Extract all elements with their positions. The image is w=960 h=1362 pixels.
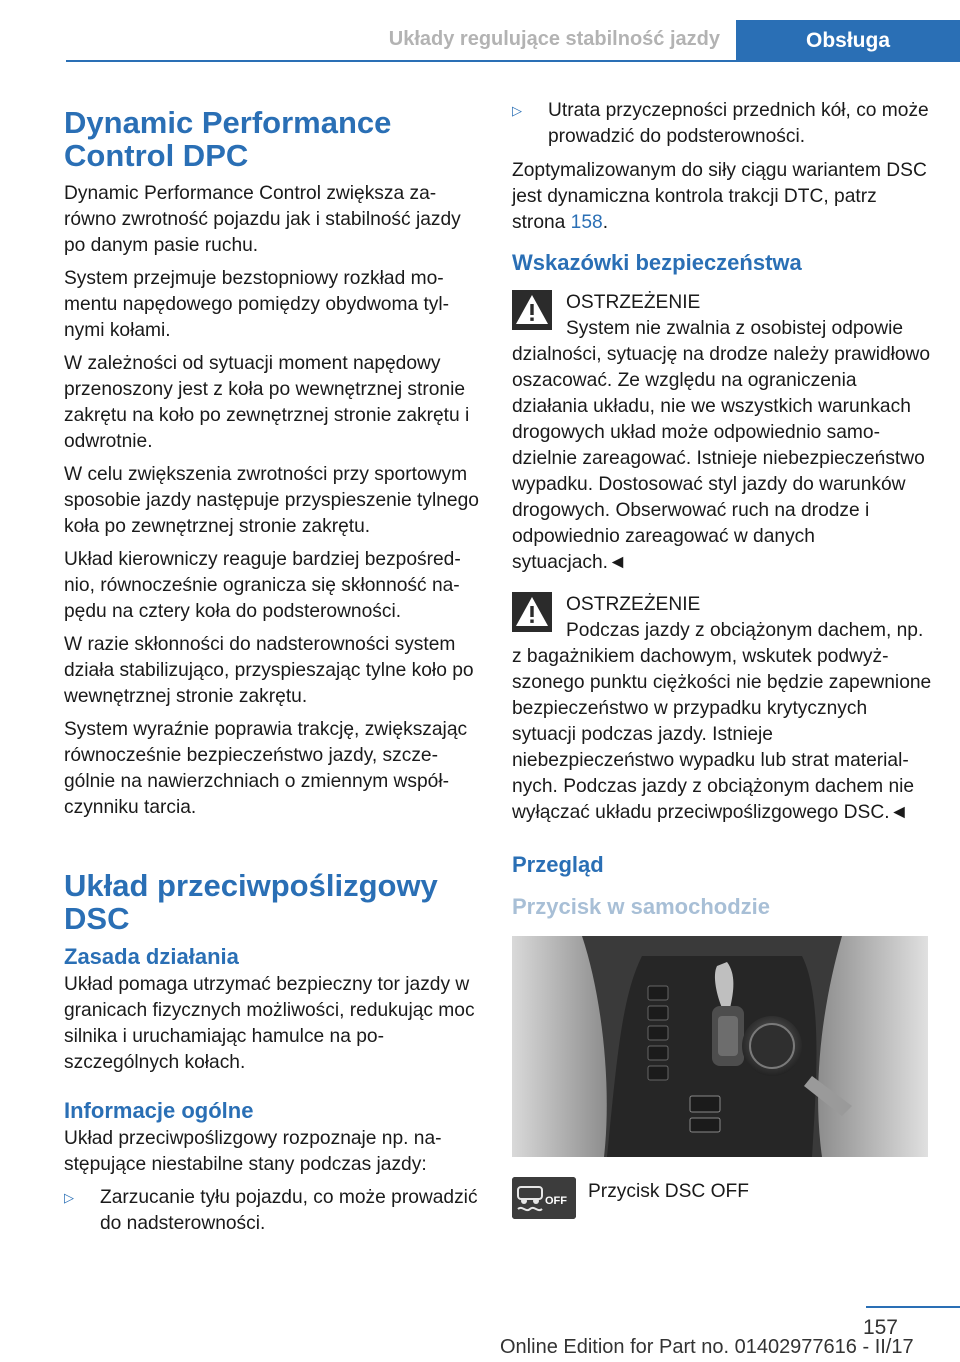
dpc-paragraph-1: Dynamic Performance Control zwiększa zarówno zwrotność pojazdu jak i stabilność jazdy po danym pasie ruchu. xyxy=(64,183,461,256)
dpc-paragraph-5: Układ kierowniczy reaguje bardziej bezpośrednio, równocześnie ogranicza się skłonność napędu na cztery koła do podsterowności. xyxy=(64,549,461,622)
general-info-heading: Informacje ogólne xyxy=(64,1098,254,1123)
dpc-paragraph-6: W razie skłonności do nadsterowności system działa stabilizująco, przyspieszając tylne koło po wewnętrznej stronie zakrętu. xyxy=(64,634,474,707)
warning-text-first-line: Podczas jazdy z obciążonym dachem, np. xyxy=(566,620,924,641)
bullet-text: Zarzucanie tyłu pojazdu, co może prowadzić do nadsterowności. xyxy=(100,1187,478,1234)
header-chapter-tab: Obsługa xyxy=(736,20,960,62)
dtc-paragraph xyxy=(512,158,932,236)
dsc-off-button-row xyxy=(512,1177,932,1221)
warning-triangle-icon xyxy=(512,592,552,632)
header-section-title: Układy regulujące stabilność jazdy xyxy=(388,28,720,50)
header-rule xyxy=(66,60,736,62)
safety-heading: Wskazówki bezpieczeństwa xyxy=(512,250,802,275)
principle-heading: Zasada działania xyxy=(64,944,239,969)
edition-note: Online Edition for Part no. 01402977616 - II/17 xyxy=(500,1336,914,1358)
footer-rule xyxy=(866,1306,960,1308)
general-info-paragraph: Układ przeciwpoślizgowy rozpoznaje np. następujące niestabilne stany podczas jazdy: xyxy=(64,1128,442,1175)
dpc-paragraph-4: W celu zwiększenia zwrotności przy sportowym sposobie jazdy następuje przyspieszenie tylnego koła po zewnętrznej stronie zakrętu. xyxy=(64,464,479,537)
page-header xyxy=(66,20,960,62)
dpc-paragraph-3: W zależności od sytuacji moment napędowy przenoszony jest z koła po wewnętrznej stronie zakrętu na koło po zewnętrznej stronie zakrętu i odwrotnie. xyxy=(64,353,470,452)
left-column xyxy=(64,98,480,1245)
bullet-triangle-icon: ▷ xyxy=(64,1190,74,1205)
dpc-heading: Dynamic Performance Control DPC xyxy=(64,105,392,173)
right-column xyxy=(512,98,932,1221)
warning-block-1 xyxy=(512,290,932,576)
bullet-triangle-icon: ▷ xyxy=(512,103,522,118)
warning-text: dzialności, sytuację na drodze należy prawidłowo oszacować. Ze względu na ograniczenia działania układu, nie we wszystkich warunkach drogowych układ może odpowiednio samodzielnie zareagować. Istnieje niebezpieczeństwo wypadku. Dostosować styl jazdy do warunków drogowych. Obserwować ruch na drodze i odpowiednio zareagować w danych sytuacjach.◄ xyxy=(512,344,931,573)
warning-text: z bagażnikiem dachowym, wskutek podwyższonego punktu ciężkości nie będzie zapewnione bezpieczeństwo w przypadku krytycznych sytuacji podczas jazdy. Istnieje niebezpieczeństwo wypadku lub strat materialnych. Podczas jazdy z obciążonym dachem nie wyłączać układu przeciwpoślizgowego DSC.◄ xyxy=(512,646,932,823)
warning-title: OSTRZEŻENIE xyxy=(566,594,701,615)
dpc-paragraph-7: System wyraźnie poprawia trakcję, zwiększając równocześnie bezpieczeństwo jazdy, szczególnie na nawierzchniach o zmiennym współczynniku tarcia. xyxy=(64,719,468,818)
dsc-off-icon xyxy=(512,1177,576,1219)
page-number: 157 xyxy=(862,1316,898,1339)
overview-heading: Przegląd xyxy=(512,852,604,877)
dtc-text-end: . xyxy=(602,212,609,233)
list-item xyxy=(64,1185,480,1237)
list-item xyxy=(512,98,932,150)
dsc-icon-label: OFF xyxy=(545,1195,567,1207)
page-reference-link[interactable]: 158 xyxy=(570,212,603,233)
dpc-paragraph-2: System przejmuje bezstopniowy rozkład momentu napędowego pomiędzy obydwoma tylnymi kołami. xyxy=(64,268,450,341)
bullet-text: Utrata przyczepności przednich kół, co może prowadzić do podsterowności. xyxy=(548,100,929,147)
button-heading: Przycisk w samochodzie xyxy=(512,894,770,919)
warning-block-2 xyxy=(512,592,932,826)
dsc-off-label: Przycisk DSC OFF xyxy=(588,1181,749,1202)
warning-triangle-icon xyxy=(512,290,552,330)
center-console-photo xyxy=(512,936,928,1157)
dtc-text: Zoptymalizowanym do siły ciągu wariantem DSC jest dynamiczna kontrola trakcji DTC, patrz strona xyxy=(512,160,927,233)
warning-title: OSTRZEŻENIE xyxy=(566,292,701,313)
principle-paragraph: Układ pomaga utrzymać bezpieczny tor jazdy w granicach fizycznych możliwości, redukując moc silnika i uruchamiając hamulce na poszczególnych kołach. xyxy=(64,974,475,1073)
dsc-heading: Układ przeciwpoślizgowy DSC xyxy=(64,868,438,936)
warning-text-first-line: System nie zwalnia z osobistej odpowie xyxy=(566,318,904,339)
